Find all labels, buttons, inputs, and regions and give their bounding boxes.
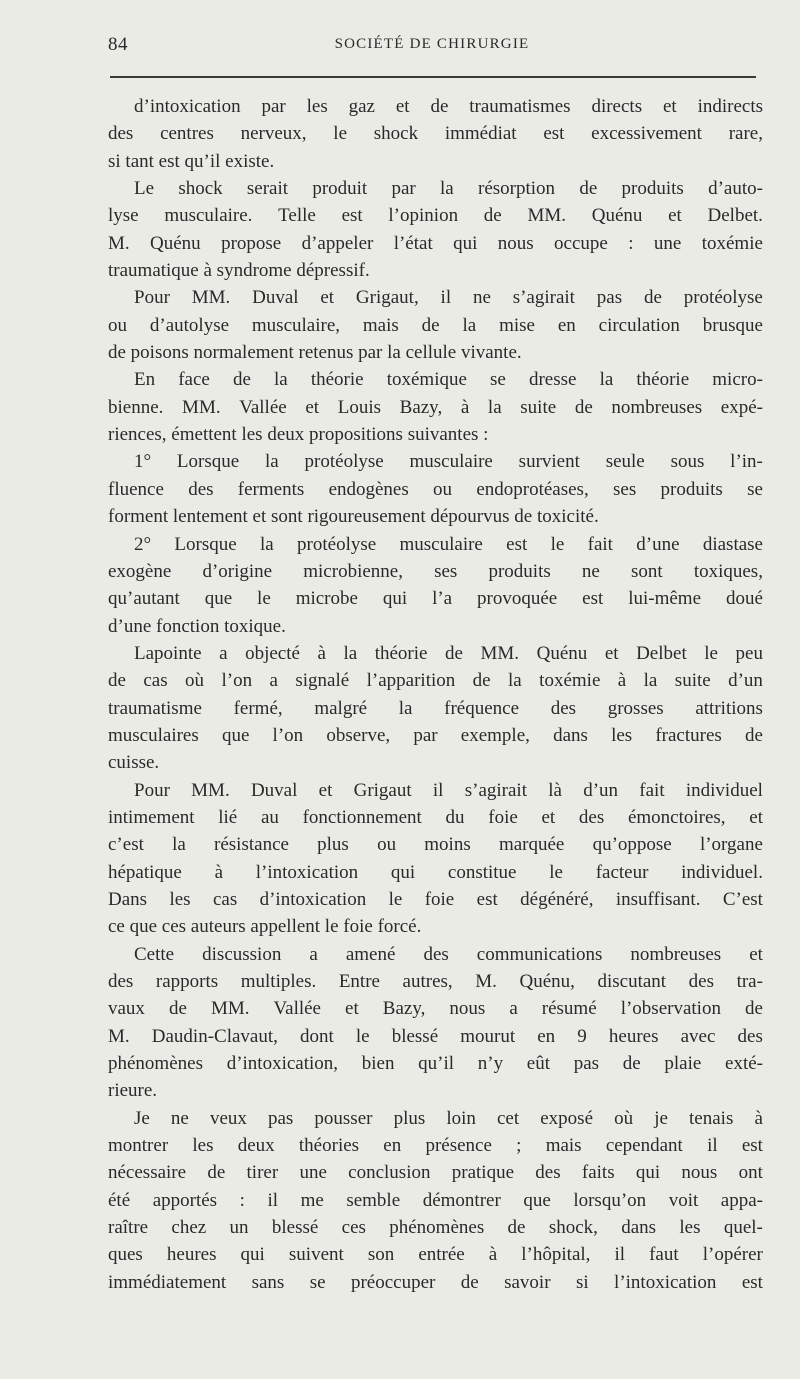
- text-line: des centres nerveux, le shock immédiat est excessivement rare,: [108, 123, 763, 145]
- text-line: de poisons normalement retenus par la cellule vivante.: [108, 342, 522, 364]
- text-line: ou d’autolyse musculaire, mais de la mise en circulation brusque: [108, 314, 763, 336]
- text-line: intimement lié au fonctionnement du foie et des émonctoires, et: [108, 806, 763, 828]
- text-line: ce que ces auteurs appellent le foie forcé.: [108, 916, 422, 938]
- text-line: si tant est qu’il existe.: [108, 150, 275, 172]
- text-line: des rapports multiples. Entre autres, M. Quénu, discutant des tra-: [108, 971, 763, 992]
- text-line: 1° Lorsque la protéolyse musculaire survient seule sous l’in-: [134, 451, 763, 473]
- paragraph: [108, 93, 763, 175]
- text-line: immédiatement sans se préoccuper de savoir si l’intoxication est: [108, 1271, 763, 1293]
- text-line: Pour MM. Duval et Grigaut, il ne s’agirait pas de protéolyse: [134, 287, 763, 309]
- text-line: montrer les deux théories en présence ; mais cependant il est: [108, 1135, 763, 1157]
- paragraph: [108, 531, 763, 640]
- text-line: Pour MM. Duval et Grigaut il s’agirait là d’un fait individuel: [134, 779, 763, 801]
- text-line: Lapointe a objecté à la théorie de MM. Quénu et Delbet le peu: [134, 642, 763, 664]
- paragraph: [108, 448, 763, 530]
- text-line: vaux de MM. Vallée et Bazy, nous a résumé l’observation de: [108, 998, 763, 1020]
- text-line: forment lentement et sont rigoureusement dépourvus de toxicité.: [108, 506, 599, 528]
- text-line: M. Quénu propose d’appeler l’état qui nous occupe : une toxémie: [108, 232, 763, 254]
- text-line: hépatique à l’intoxication qui constitue le facteur individuel.: [108, 861, 763, 883]
- paragraph: [108, 941, 763, 1105]
- page-number: 84: [108, 34, 128, 55]
- paragraph: [108, 1105, 763, 1296]
- text-line: d’une fonction toxique.: [108, 615, 286, 637]
- text-line: nécessaire de tirer une conclusion pratique des faits qui nous ont: [108, 1162, 763, 1184]
- text-line: bienne. MM. Vallée et Louis Bazy, à la suite de nombreuses expé-: [108, 396, 763, 418]
- running-head: SOCIÉTÉ DE CHIRURGIE: [334, 36, 530, 52]
- text-line: de cas où l’on a signalé l’apparition de la toxémie à la suite d’un: [108, 670, 763, 692]
- text-line: Je ne veux pas pousser plus loin cet exposé où je tenais à: [134, 1107, 763, 1129]
- text-line: traumatisme fermé, malgré la fréquence des grosses attritions: [108, 697, 763, 719]
- text-line: été apportés : il me semble démontrer que lorsqu’on voit appa-: [108, 1189, 763, 1211]
- text-line: rieure.: [108, 1080, 158, 1102]
- body-text: [108, 93, 763, 1296]
- page-header: [108, 30, 756, 70]
- text-line: Cette discussion a amené des communications nombreuses et: [134, 943, 763, 965]
- paragraph: [108, 640, 763, 777]
- text-line: lyse musculaire. Telle est l’opinion de MM. Quénu et Delbet.: [108, 205, 763, 227]
- text-line: raître chez un blessé ces phénomènes de shock, dans les quel-: [108, 1217, 763, 1239]
- text-line: musculaires que l’on observe, par exemple, dans les fractures de: [108, 724, 763, 746]
- paragraph: [108, 284, 763, 366]
- paragraph: [108, 175, 763, 284]
- text-line: M. Daudin-Clavaut, dont le blessé mourut en 9 heures avec des: [108, 1025, 763, 1047]
- paragraph: [108, 366, 763, 448]
- text-line: ques heures qui suivent son entrée à l’hôpital, il faut l’opérer: [108, 1244, 763, 1266]
- text-line: Dans les cas d’intoxication le foie est dégénéré, insuffisant. C’est: [108, 888, 763, 910]
- text-line: 2° Lorsque la protéolyse musculaire est le fait d’une diastase: [134, 533, 763, 555]
- text-line: d’intoxication par les gaz et de traumatismes directs et indirects: [134, 96, 763, 117]
- text-line: fluence des ferments endogènes ou endoprotéases, ses produits se: [108, 478, 763, 500]
- text-line: qu’autant que le microbe qui l’a provoquée est lui-même doué: [108, 588, 763, 610]
- header-rule: [110, 76, 756, 78]
- text-line: Le shock serait produit par la résorption de produits d’auto-: [134, 178, 763, 200]
- text-line: exogène d’origine microbienne, ses produits ne sont toxiques,: [108, 560, 763, 582]
- text-line: phénomènes d’intoxication, bien qu’il n’y eût pas de plaie exté-: [108, 1053, 763, 1075]
- text-line: traumatique à syndrome dépressif.: [108, 260, 370, 282]
- text-line: c’est la résistance plus ou moins marquée qu’oppose l’organe: [108, 834, 763, 856]
- text-line: En face de la théorie toxémique se dresse la théorie micro-: [134, 369, 763, 391]
- text-line: cuisse.: [108, 752, 160, 774]
- paragraph: [108, 777, 763, 941]
- text-line: riences, émettent les deux propositions suivantes :: [108, 424, 489, 446]
